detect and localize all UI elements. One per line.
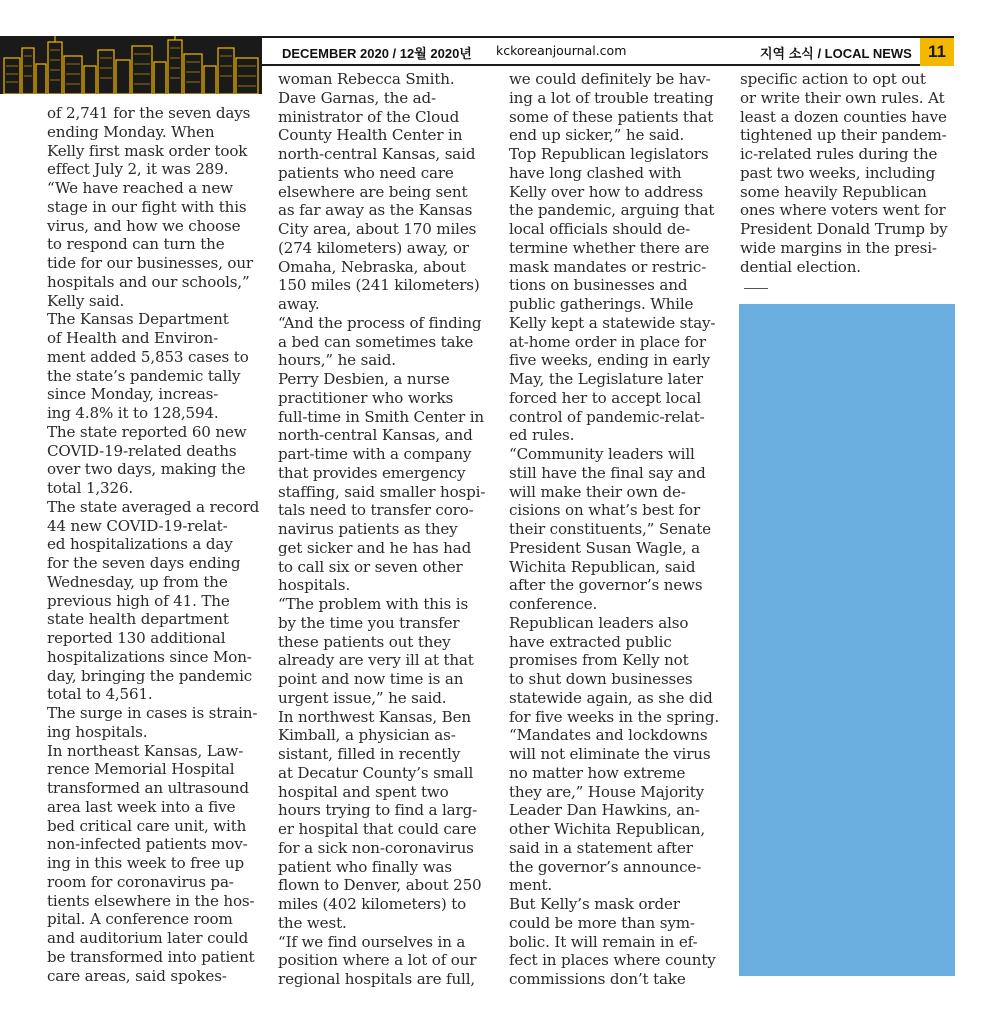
article-line: after the governor’s news: [509, 576, 703, 595]
article-line: transformed an ultrasound: [47, 779, 249, 797]
article-line: at Decatur County’s small: [278, 763, 474, 782]
site-url[interactable]: kckoreanjournal.com: [496, 43, 627, 58]
article-line: the governor’s announce-: [509, 857, 702, 876]
article-line: north-central Kansas, and: [278, 426, 473, 445]
advertisement-placeholder: [739, 304, 955, 976]
article-line: “And the process of finding: [278, 313, 482, 332]
article-line: day, bringing the pandemic: [47, 666, 253, 685]
article-line: forced her to accept local: [509, 388, 702, 407]
article-line: May, the Legislature later: [509, 370, 703, 388]
article-line: Leader Dan Hawkins, an-: [509, 801, 700, 820]
article-line: President Donald Trump by: [740, 220, 948, 238]
article-line: The surge in cases is strain-: [47, 704, 258, 722]
article-line: care areas, said spokes-: [47, 966, 227, 985]
article-line: Dave Garnas, the ad-: [278, 88, 436, 107]
article-line: But Kelly’s mask order: [509, 895, 680, 913]
article-line: part-time with a company: [278, 445, 472, 463]
article-line: 150 miles (241 kilometers): [278, 276, 480, 295]
article-line: will not eliminate the virus: [509, 745, 711, 763]
article-line: ending Monday. When: [47, 122, 215, 141]
article-line: hours trying to find a larg-: [278, 801, 478, 820]
article-line: patients who need care: [278, 163, 454, 182]
article-line: total to 4,561.: [47, 685, 153, 704]
article-line: ones where voters went for: [740, 201, 946, 220]
article-line: hospitals and our schools,”: [47, 272, 250, 291]
article-line: urgent issue,” he said.: [278, 688, 447, 707]
article-line: reported 130 additional: [47, 629, 226, 647]
article-line: In northeast Kansas, Law-: [47, 741, 244, 760]
article-line: Wichita Republican, said: [509, 557, 696, 576]
article-line: by the time you transfer: [278, 613, 460, 632]
article-line: ing a lot of trouble treating: [509, 88, 714, 107]
article-line: to respond can turn the: [47, 235, 225, 254]
article-line: Kimball, a physician as-: [278, 726, 456, 745]
article-line: The state reported 60 new: [47, 422, 247, 441]
article-line: some heavily Republican: [740, 182, 927, 201]
article-line: commissions don’t take: [509, 970, 686, 988]
article-line: will make their own de-: [509, 482, 686, 501]
article-line: mask mandates or restric-: [509, 257, 707, 276]
article-line: ment.: [509, 876, 553, 895]
article-line: virus, and how we choose: [47, 216, 241, 235]
article-line: state health department: [47, 610, 229, 629]
article-line: tightened up their pandem-: [740, 126, 947, 145]
article-line: er hospital that could care: [278, 820, 477, 838]
article-line: some of these patients that: [509, 107, 714, 126]
article-column-4: [740, 70, 947, 276]
article-line: hospital and spent two: [278, 782, 449, 801]
article-line: “We have reached a new: [47, 179, 233, 197]
article-line: dential election.: [740, 257, 861, 276]
article-line: Republican leaders also: [509, 613, 689, 632]
article-line: “Community leaders will: [509, 445, 695, 463]
article-line: be transformed into patient: [47, 947, 255, 966]
article-line: no matter how extreme: [509, 763, 686, 782]
article-line: tals need to transfer coro-: [278, 501, 474, 520]
article-end-separator: [744, 288, 768, 289]
article-line: conference.: [509, 595, 598, 613]
page-number-badge: 11: [920, 38, 954, 66]
article-line: position where a lot of our: [278, 951, 477, 970]
article-line: County Health Center in: [278, 126, 463, 145]
article-line: five weeks, ending in early: [509, 351, 711, 370]
article-line: said in a statement after: [509, 838, 693, 857]
article-line: still have the final say and: [509, 463, 706, 482]
article-line: specific action to opt out: [740, 70, 926, 88]
article-line: point and now time is an: [278, 670, 464, 688]
article-line: we could definitely be hav-: [509, 70, 711, 88]
article-line: In northwest Kansas, Ben: [278, 707, 471, 726]
article-line: of Health and Environ-: [47, 329, 219, 347]
article-line: room for coronavirus pa-: [47, 872, 234, 891]
article-line: for a sick non-coronavirus: [278, 838, 474, 857]
article-line: and auditorium later could: [47, 929, 249, 947]
article-line: termine whether there are: [509, 238, 710, 257]
masthead-skyline-art: [0, 36, 262, 94]
article-line: effect July 2, it was 289.: [47, 160, 229, 179]
article-line: tions on businesses and: [509, 276, 688, 295]
article-line: practitioner who works: [278, 388, 454, 407]
article-line: could be more than sym-: [509, 913, 695, 932]
article-line: statewide again, as she did: [509, 688, 713, 707]
article-line: ment added 5,853 cases to: [47, 347, 249, 366]
article-line: wide margins in the presi-: [740, 238, 937, 257]
article-line: have extracted public: [509, 632, 672, 651]
article-line: hours,” he said.: [278, 351, 396, 370]
article-column-2: [278, 70, 485, 989]
article-line: flown to Denver, about 250: [278, 876, 482, 895]
article-line: the pandemic, arguing that: [509, 201, 715, 220]
article-line: as far away as the Kansas: [278, 201, 473, 220]
article-line: that provides emergency: [278, 463, 466, 482]
article-line: “The problem with this is: [278, 595, 469, 613]
article-line: Perry Desbien, a nurse: [278, 370, 450, 388]
article-line: total 1,326.: [47, 479, 134, 497]
article-line: at-home order in place for: [509, 332, 706, 351]
article-line: The Kansas Department: [47, 310, 229, 329]
article-line: President Susan Wagle, a: [509, 538, 700, 557]
article-line: already are very ill at that: [278, 651, 474, 670]
article-column-1: [47, 104, 259, 985]
article-line: non-infected patients mov-: [47, 835, 248, 854]
article-line: ic-related rules during the: [740, 145, 938, 163]
article-line: the state’s pandemic tally: [47, 366, 241, 385]
article-line: hospitalizations since Mon-: [47, 647, 252, 666]
skyline-illustration: [0, 36, 262, 94]
article-line: ed rules.: [509, 426, 575, 445]
article-line: north-central Kansas, said: [278, 145, 476, 163]
article-line: area last week into a five: [47, 797, 236, 816]
article-line: to shut down businesses: [509, 670, 693, 688]
article-line: for the seven days ending: [47, 554, 241, 572]
article-line: for five weeks in the spring.: [509, 707, 719, 726]
article-line: full-time in Smith Center in: [278, 407, 484, 426]
article-line: ed hospitalizations a day: [47, 535, 233, 554]
article-line: Kelly said.: [47, 291, 125, 310]
article-line: bolic. It will remain in ef-: [509, 932, 698, 951]
article-line: Kelly over how to address: [509, 182, 704, 201]
article-line: ing 4.8% it to 128,594.: [47, 404, 219, 422]
article-line: patient who finally was: [278, 857, 452, 876]
header-bottom-rule: [262, 64, 954, 66]
article-line: previous high of 41. The: [47, 591, 230, 610]
article-line: COVID-19-related deaths: [47, 441, 237, 460]
article-line: local officials should de-: [509, 220, 691, 238]
article-line: since Monday, increas-: [47, 385, 219, 404]
article-line: these patients out they: [278, 632, 451, 651]
article-line: woman Rebecca Smith.: [278, 70, 455, 88]
article-line: ministrator of the Cloud: [278, 107, 460, 126]
article-line: hospitals.: [278, 576, 350, 595]
article-line: over two days, making the: [47, 460, 246, 479]
article-line: City area, about 170 miles: [278, 220, 477, 238]
article-line: get sicker and he has had: [278, 538, 472, 557]
article-line: “If we find ourselves in a: [278, 932, 466, 951]
article-line: navirus patients as they: [278, 520, 458, 538]
article-line: Wednesday, up from the: [47, 572, 228, 591]
article-line: miles (402 kilometers) to: [278, 895, 467, 913]
article-line: Top Republican legislators: [509, 145, 709, 163]
article-line: promises from Kelly not: [509, 651, 689, 670]
article-line: of 2,741 for the seven days: [47, 104, 251, 122]
article-line: or write their own rules. At: [740, 88, 945, 107]
article-line: elsewhere are being sent: [278, 182, 468, 201]
article-line: other Wichita Republican,: [509, 820, 705, 838]
article-line: The state averaged a record: [47, 497, 260, 516]
article-line: the west.: [278, 913, 347, 932]
article-line: tide for our businesses, our: [47, 254, 253, 272]
article-line: their constituents,” Senate: [509, 520, 711, 538]
article-line: staffing, said smaller hospi-: [278, 482, 486, 501]
article-line: away.: [278, 295, 320, 313]
article-line: control of pandemic-relat-: [509, 407, 705, 426]
article-line: end up sicker,” he said.: [509, 126, 685, 145]
article-line: Kelly first mask order took: [47, 141, 248, 160]
article-line: rence Memorial Hospital: [47, 760, 235, 779]
article-line: least a dozen counties have: [740, 107, 947, 126]
article-line: bed critical care unit, with: [47, 816, 247, 835]
article-column-3: [509, 70, 719, 989]
article-line: Omaha, Nebraska, about: [278, 257, 466, 276]
article-line: they are,” House Majority: [509, 782, 705, 801]
article-line: sistant, filled in recently: [278, 745, 461, 763]
article-line: fect in places where county: [509, 951, 716, 970]
article-line: (274 kilometers) away, or: [278, 238, 469, 257]
article-line: “Mandates and lockdowns: [509, 726, 708, 745]
issue-date: DECEMBER 2020 / 12월 2020년: [282, 46, 472, 61]
article-line: public gatherings. While: [509, 295, 694, 313]
article-line: ing in this week to free up: [47, 854, 244, 872]
article-line: regional hospitals are full,: [278, 970, 476, 988]
article-line: past two weeks, including: [740, 163, 936, 182]
article-line: a bed can sometimes take: [278, 332, 474, 351]
article-line: tients elsewhere in the hos-: [47, 891, 255, 910]
header-top-rule: [262, 36, 954, 38]
article-line: cisions on what’s best for: [509, 501, 701, 520]
article-line: ing hospitals.: [47, 722, 148, 741]
article-line: Kelly kept a statewide stay-: [509, 313, 716, 332]
section-title: 지역 소식 / LOCAL NEWS: [760, 46, 912, 61]
article-line: have long clashed with: [509, 163, 682, 182]
article-line: stage in our fight with this: [47, 197, 247, 216]
article-line: to call six or seven other: [278, 557, 463, 576]
article-line: 44 new COVID-19-relat-: [47, 516, 228, 535]
article-line: pital. A conference room: [47, 910, 233, 929]
